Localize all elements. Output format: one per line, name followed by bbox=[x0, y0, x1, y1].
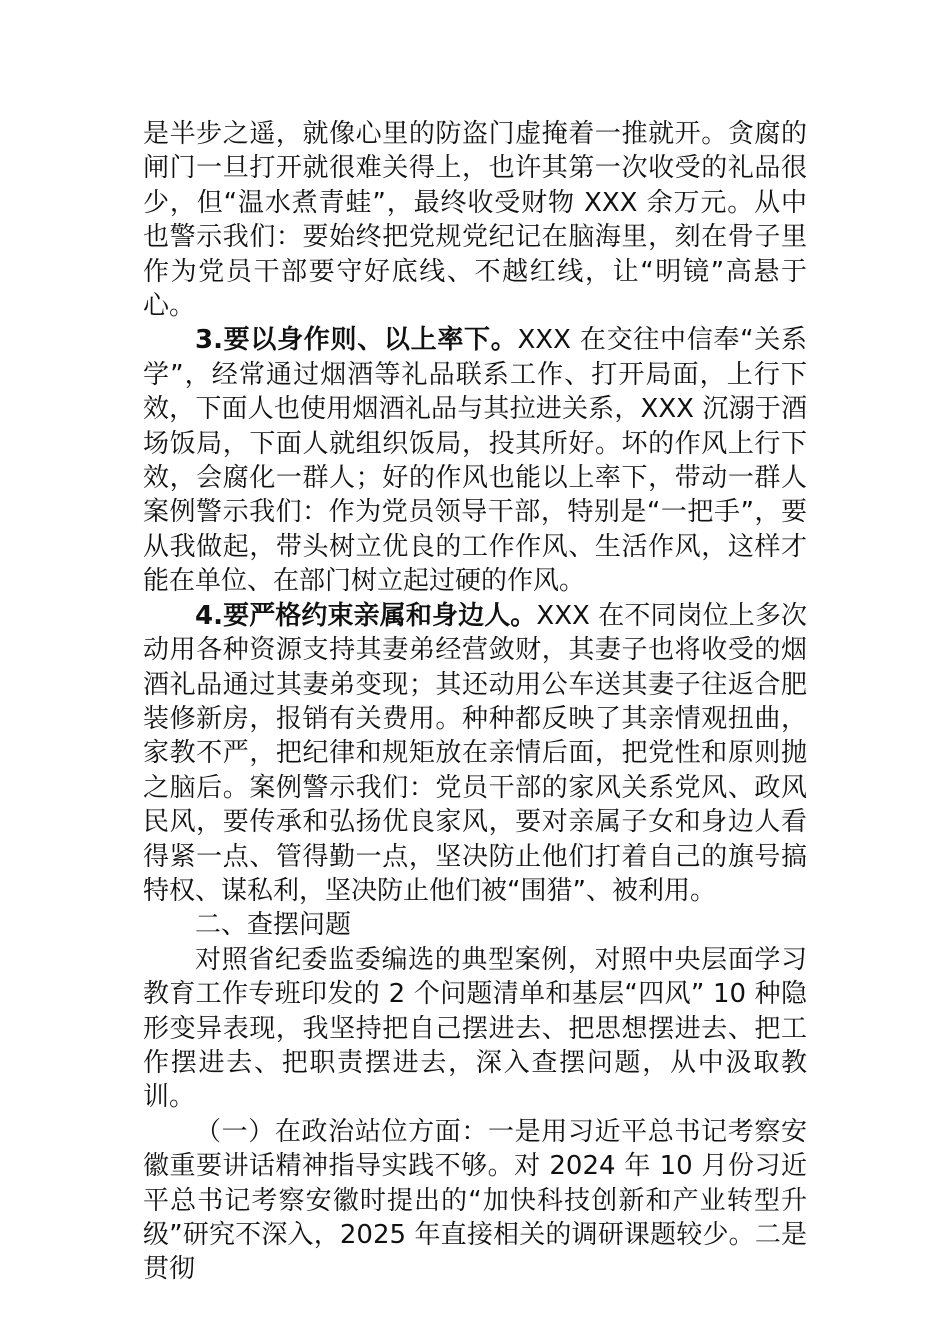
paragraph-text: 对照省纪委监委编选的典型案例，对照中央层面学习教育工作专班印发的 2 个问题清单和基层“四风” 10 种隐形变异表现，我坚持把自己摆进去、把思想摆进去、把工作摆进去、把职责摆进去，深入查摆问题，从中汲取教训。 bbox=[143, 944, 807, 1113]
paragraph-text: XXX 在不同岗位上多次动用各种资源支持其妻弟经营敛财，其妻子也将收受的烟酒礼品通过其妻弟变现；其还动用公车送其妻子往返合肥装修新房，报销有关费用。种种都反映了其亲情观扭曲，家教不严，把纪律和规矩放在亲情后面，把党性和原则抛之脑后。案例警示我们：党员干部的家风关系党风、政风民风，要传承和弘扬优良家风，要对亲属子女和身边人看得紧一点、管得勤一点，坚决防止他们打着自己的旗号搞特权、谋私利，坚决防止他们被“围猎”、被利用。 bbox=[143, 600, 808, 906]
paragraph-continuation bbox=[143, 117, 807, 323]
paragraph-point-3 bbox=[143, 323, 807, 598]
paragraph-heading: 4.要严格约束亲属和身边人。 bbox=[195, 600, 537, 631]
paragraph-political-stance bbox=[143, 1115, 807, 1287]
paragraph-text: 是半步之遥，就像心里的防盗门虚掩着一推就开。贪腐的闸门一旦打开就很难关得上，也许其第一次收受的礼品很少，但“温水煮青蛙”，最终收受财物 XXX 余万元。从中也警示我们：要始终把党规党纪记在脑海里，刻在骨子里作为党员干部要守好底线、不越红线，让“明镜”高悬于心。 bbox=[143, 119, 807, 322]
section-heading-text: 二、查摆问题 bbox=[195, 910, 352, 941]
paragraph-text: （一）在政治站位方面：一是用习近平总书记考察安徽重要讲话精神指导实践不够。对 2024 年 10 月份习近平总书记考察安徽时提出的“加快科技创新和产业转型升级”研究不深入，2025 年直接相关的调研课题较少。二是贯彻 bbox=[143, 1116, 807, 1285]
paragraph-heading: 3.要以身作则、以上率下。 bbox=[195, 325, 518, 356]
paragraph-point-4 bbox=[143, 599, 807, 909]
paragraph-intro bbox=[143, 943, 807, 1115]
section-heading bbox=[143, 908, 807, 942]
document-body bbox=[143, 117, 807, 1287]
paragraph-text: XXX 在交往中信奉“关系学”，经常通过烟酒等礼品联系工作、打开局面，上行下效，下面人也使用烟酒礼品与其拉进关系，XXX 沉溺于酒场饭局，下面人就组织饭局，投其所好。坏的作风上行下效，会腐化一群人；好的作风也能以上率下，带动一群人案例警示我们：作为党员领导干部，特别是“一把手”，要从我做起，带头树立优良的工作作风、生活作风，这样才能在单位、在部门树立起过硬的作风。 bbox=[143, 325, 808, 597]
